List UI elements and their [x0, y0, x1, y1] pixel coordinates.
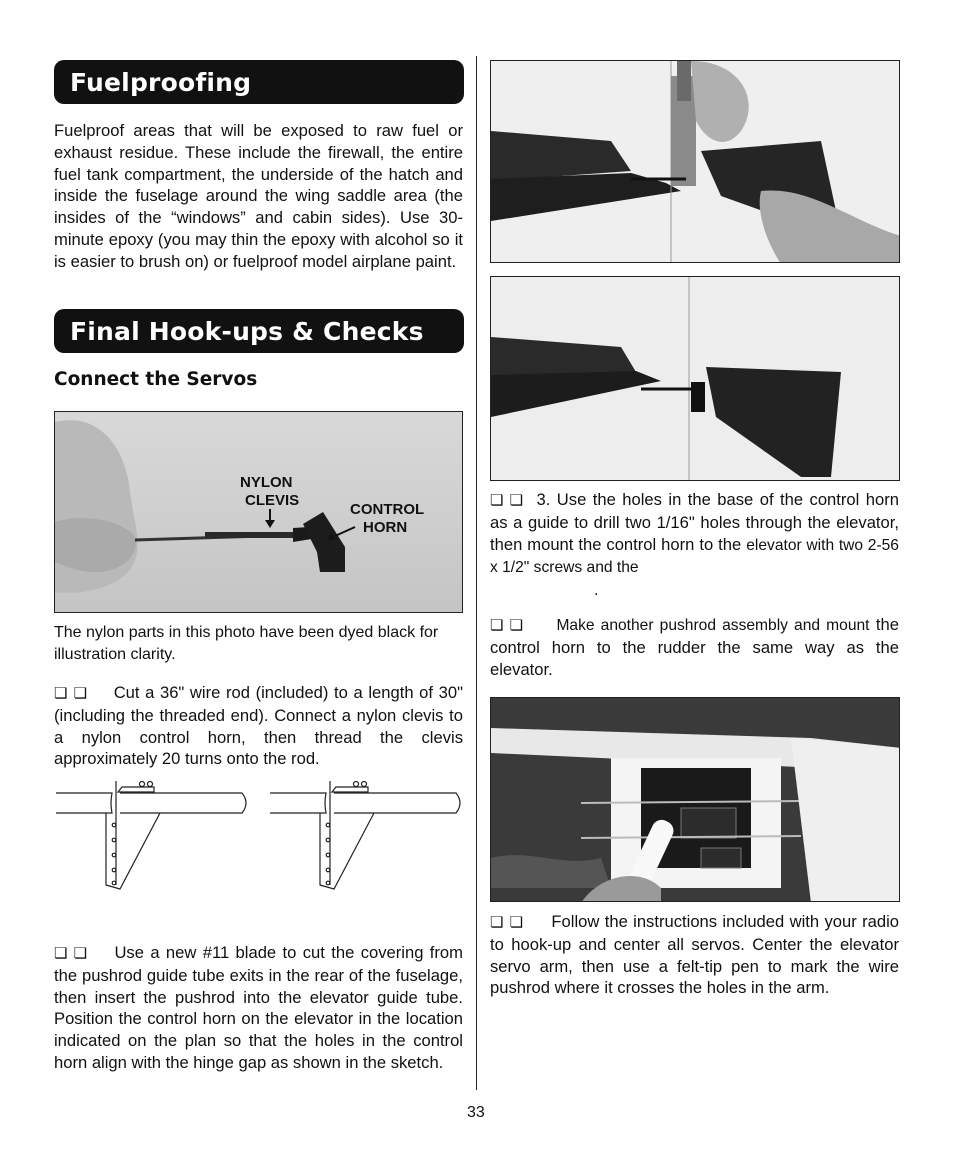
step-cut-rod-text: Cut a 36" wire rod (included) to a length of 30" (including the threaded end). Connect a nylon clevis to a nylon control horn, then thread the clevis approximately 20 turns onto the rod. [54, 683, 463, 769]
step-cut-rod [54, 682, 463, 770]
step-cut-covering [54, 942, 463, 1074]
step-cut-covering-text: Use a new #11 blade to cut the covering from the pushrod guide tube exits in the rear of the fuselage, then insert the pushrod into the elevator guide tube. Position the control horn on the elevator in the location indicated on the plan so that the holes in the control horn align with the hinge gap as shown in the sketch. [54, 943, 463, 1072]
step-drill-holes [490, 489, 899, 601]
final-hookups-banner [54, 309, 464, 353]
column-divider [476, 56, 477, 1090]
step-rudder-pushrod [490, 614, 899, 680]
photo-caption: The nylon parts in this photo have been dyed black for illustration clarity. [54, 624, 439, 663]
servo-tray-illustration [491, 698, 900, 902]
label-control: CONTROL [350, 501, 425, 518]
clevis-horn-illustration [55, 412, 463, 613]
label-clevis: CLEVIS [245, 492, 300, 509]
step-cut-covering-checkboxes[interactable]: ❏ ❏ [54, 945, 89, 962]
clevis-horn-photo [54, 411, 463, 613]
step-hookup-servos-checkboxes[interactable]: ❏ ❏ [490, 914, 525, 931]
fuelproofing-title: Fuelproofing [70, 67, 252, 97]
step-hookup-servos-text: Follow the instructions included with your radio to hook-up and center all servos. Center the elevator servo arm, then use a felt-tip pen to mark the wire pushrod where it crosses the holes in the arm. [490, 912, 899, 998]
drilling-horn-photo [490, 60, 900, 263]
step-drill-holes-end: . [594, 580, 599, 600]
mounted-horn-illustration [491, 277, 900, 481]
step-rudder-pushrod-text: the control horn to the rudder the same way as the elevator. [490, 615, 899, 679]
final-hookups-title: Final Hook-ups & Checks [70, 316, 424, 346]
step-drill-holes-text-small: elevator with two 2-56 x 1/2" screws and the [490, 536, 899, 577]
page-number: 33 [467, 1104, 485, 1121]
fuelproofing-body: Fuelproof areas that will be exposed to raw fuel or exhaust residue. These include the firewall, the entire fuel tank compartment, the underside of the hatch and inside the fuselage around the wing saddle area (the insides of the “windows” and cabin sides). Use 30-minute epoxy (you may thin the epoxy with alcohol so it is easier to brush on) or fuelproof model airplane paint. [54, 121, 463, 271]
fuelproofing-banner [54, 60, 464, 104]
hinge-sketch [54, 775, 464, 900]
hinge-sketch-drawing [54, 775, 464, 900]
label-horn: HORN [363, 519, 408, 536]
servo-tray-photo [490, 697, 900, 902]
label-nylon: NYLON [240, 474, 293, 491]
step-rudder-pushrod-text-small: Make another pushrod assembly and mount [556, 617, 870, 634]
step-drill-holes-text: 3. Use the holes in the base of the control horn as a guide to drill two 1/16" holes through the elevator, then mount the control horn to the [490, 490, 899, 554]
step-drill-holes-checkboxes[interactable]: ❏ ❏ [490, 492, 525, 509]
connect-servos-heading: Connect the Servos [54, 369, 258, 390]
step-hookup-servos [490, 911, 899, 999]
step-cut-rod-checkboxes[interactable]: ❏ ❏ [54, 685, 89, 702]
drilling-horn-illustration [491, 61, 900, 263]
step-rudder-pushrod-checkboxes[interactable]: ❏ ❏ [490, 617, 525, 634]
mounted-horn-photo [490, 276, 900, 481]
